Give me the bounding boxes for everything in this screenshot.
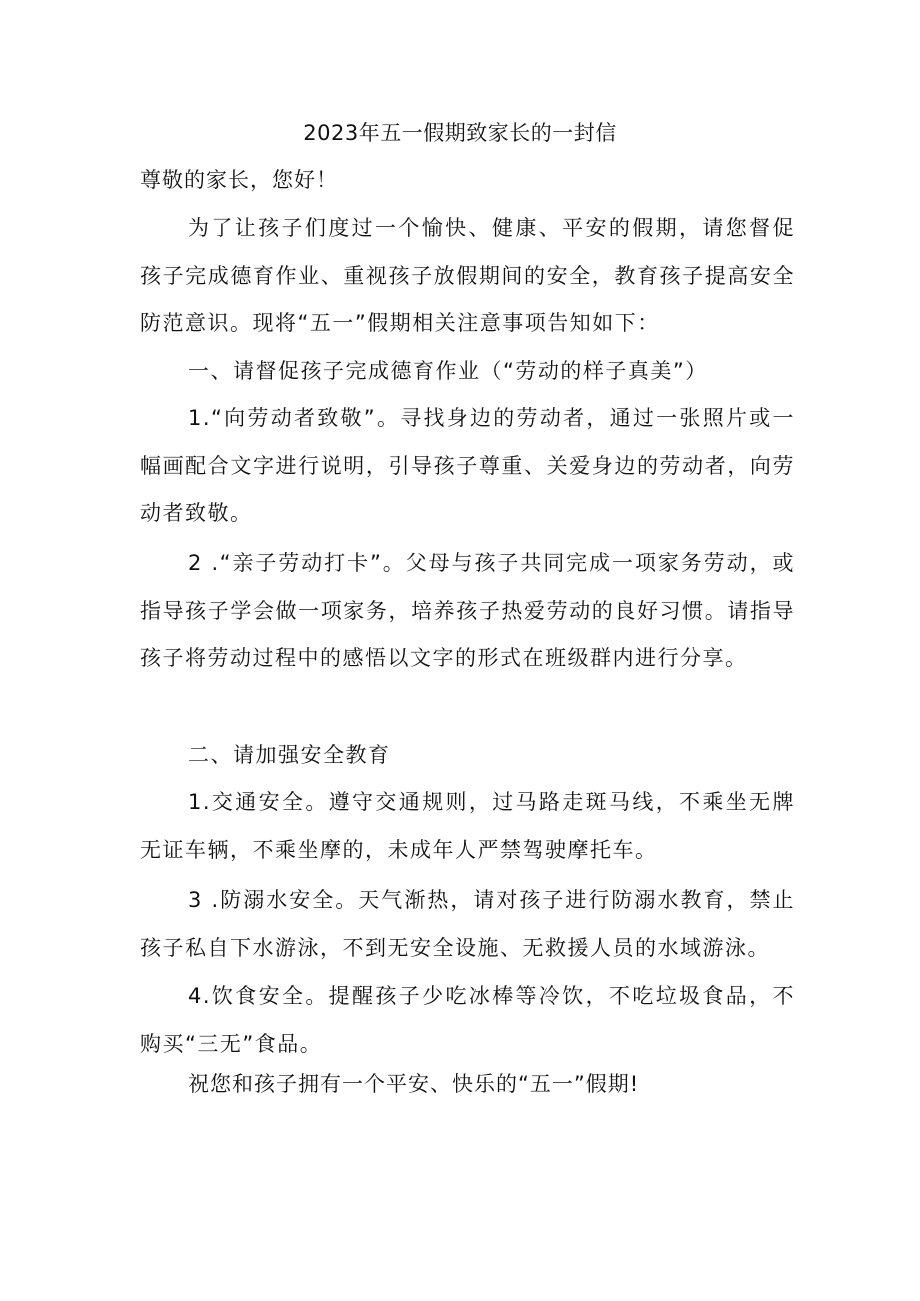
intro-paragraph: 为了让孩子们度过一个愉快、健康、平安的假期，请您督促孩子完成德育作业、重视孩子放假期间的安全，教育孩子提高安全防范意识。现将“五一”假期相关注意事项告知如下：: [140, 216, 795, 335]
section-2-item-1: 1.交通安全。遵守交通规则，过马路走斑马线，不乘坐无牌无证车辆，不乘坐摩的，未成年人严禁驾驶摩托车。: [140, 790, 795, 862]
section-1-item-1: 1.“向劳动者致敬”。寻找身边的劳动者，通过一张照片或一幅画配合文字进行说明，引导孩子尊重、关爱身边的劳动者，向劳动者致敬。: [140, 406, 795, 525]
section-1-item-2: 2 .“亲子劳动打卡”。父母与孩子共同完成一项家务劳动，或指导孩子学会做一项家务，培养孩子热爱劳动的良好习惯。请指导孩子将劳动过程中的感悟以文字的形式在班级群内进行分享。: [140, 551, 795, 670]
section-1-heading: 一、请督促孩子完成德育作业（“劳动的样子真美”）: [188, 359, 708, 383]
section-2-item-3: 3 .防溺水安全。天气渐热，请对孩子进行防溺水教育，禁止孩子私自下水游泳，不到无安全设施、无救援人员的水域游泳。: [140, 888, 795, 960]
section-2-item-4: 4.饮食安全。提醒孩子少吃冰棒等冷饮，不吃垃圾食品，不购买“三无”食品。: [140, 984, 795, 1056]
section-2-heading: 二、请加强安全教育: [188, 743, 391, 767]
document-title: 2023年五一假期致家长的一封信: [303, 121, 617, 145]
salutation: 尊敬的家长，您好！: [140, 168, 338, 192]
closing-line: 祝您和孩子拥有一个平安、快乐的“五一”假期!: [188, 1072, 640, 1096]
